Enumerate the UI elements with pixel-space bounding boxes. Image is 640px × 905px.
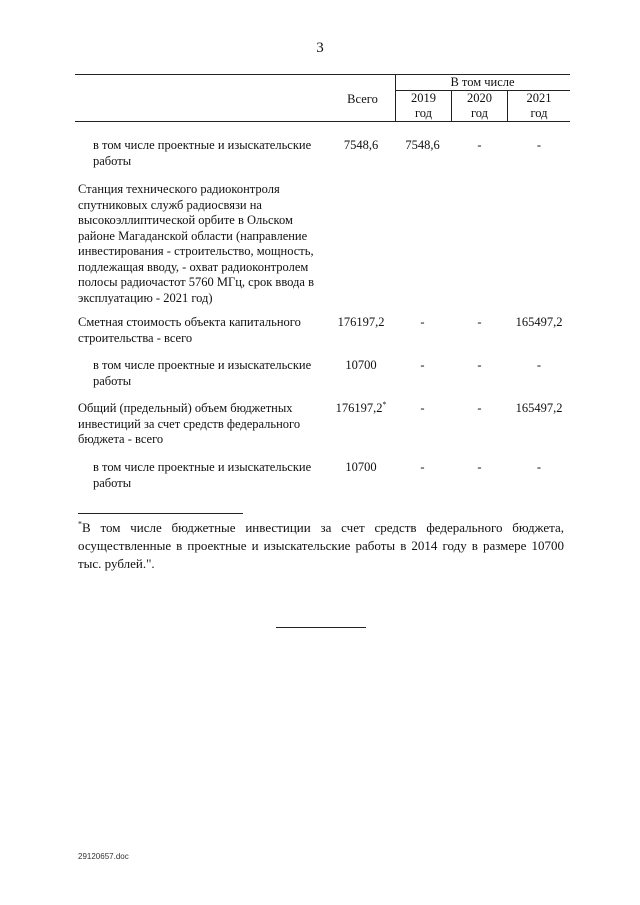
end-divider [276,627,366,628]
row-label: в том числе проектные и изыскательские работы [93,460,312,490]
row-2021: - [536,460,542,474]
row-2021: 165497,2 [515,315,563,329]
row-2020: - [477,315,482,329]
footnote-divider [78,513,243,514]
row-2019: 7548,6 [405,138,440,152]
row-label: Сметная стоимость объекта капитального строительства - всего [78,315,301,345]
row-2021: 165497,2 [515,401,563,415]
header-group: В том числе [450,75,515,89]
row-total: 10700 [345,460,377,474]
row-2020: - [477,138,482,152]
header-total: Всего [347,92,378,106]
header-year-2019: 2019 год [411,91,436,120]
object-title: Станция технического радиоконтроля спутниковых служб радиосвязи на высокоэллиптической орбите в Ольском районе Магаданской области (направление инвестирования - строительство, мощность, подлежащая вводу, - охват радиоконтролем полосы радиочастот 5760 МГц, срок ввода в эксплуатацию - 2021 год) [78,182,314,305]
footnote-mark: * [78,519,82,529]
footnote-mark: * [382,399,387,409]
row-2020: - [477,401,482,415]
row-total: 7548,6 [343,138,379,152]
row-2019: - [420,358,425,372]
row-total: 10700 [345,358,377,372]
row-total: 176197,2* [335,399,387,415]
page-number: 3 [316,40,324,56]
footnote: *В том числе бюджетные инвестиции за счет средств федерального бюджета, осуществленные в проектные и изыскательские работы в 2014 году в размере 10700 тыс. рублей.". [78,519,564,571]
row-2020: - [477,358,482,372]
header-year-2020: 2020 год [467,91,492,120]
row-label: в том числе проектные и изыскательские работы [93,138,312,168]
row-label: Общий (предельный) объем бюджетных инвестиций за счет средств федерального бюджета - всего [78,401,301,446]
row-2019: - [420,315,425,329]
row-label: в том числе проектные и изыскательские работы [93,358,312,388]
table-header [75,74,570,122]
row-2020: - [477,460,482,474]
document-id: 29120657.doc [78,852,129,861]
row-2021: - [536,138,542,152]
row-total: 176197,2 [337,315,385,329]
row-2021: - [536,358,542,372]
header-year-2021: 2021 год [526,91,552,120]
row-2019: - [420,401,425,415]
row-2019: - [420,460,425,474]
